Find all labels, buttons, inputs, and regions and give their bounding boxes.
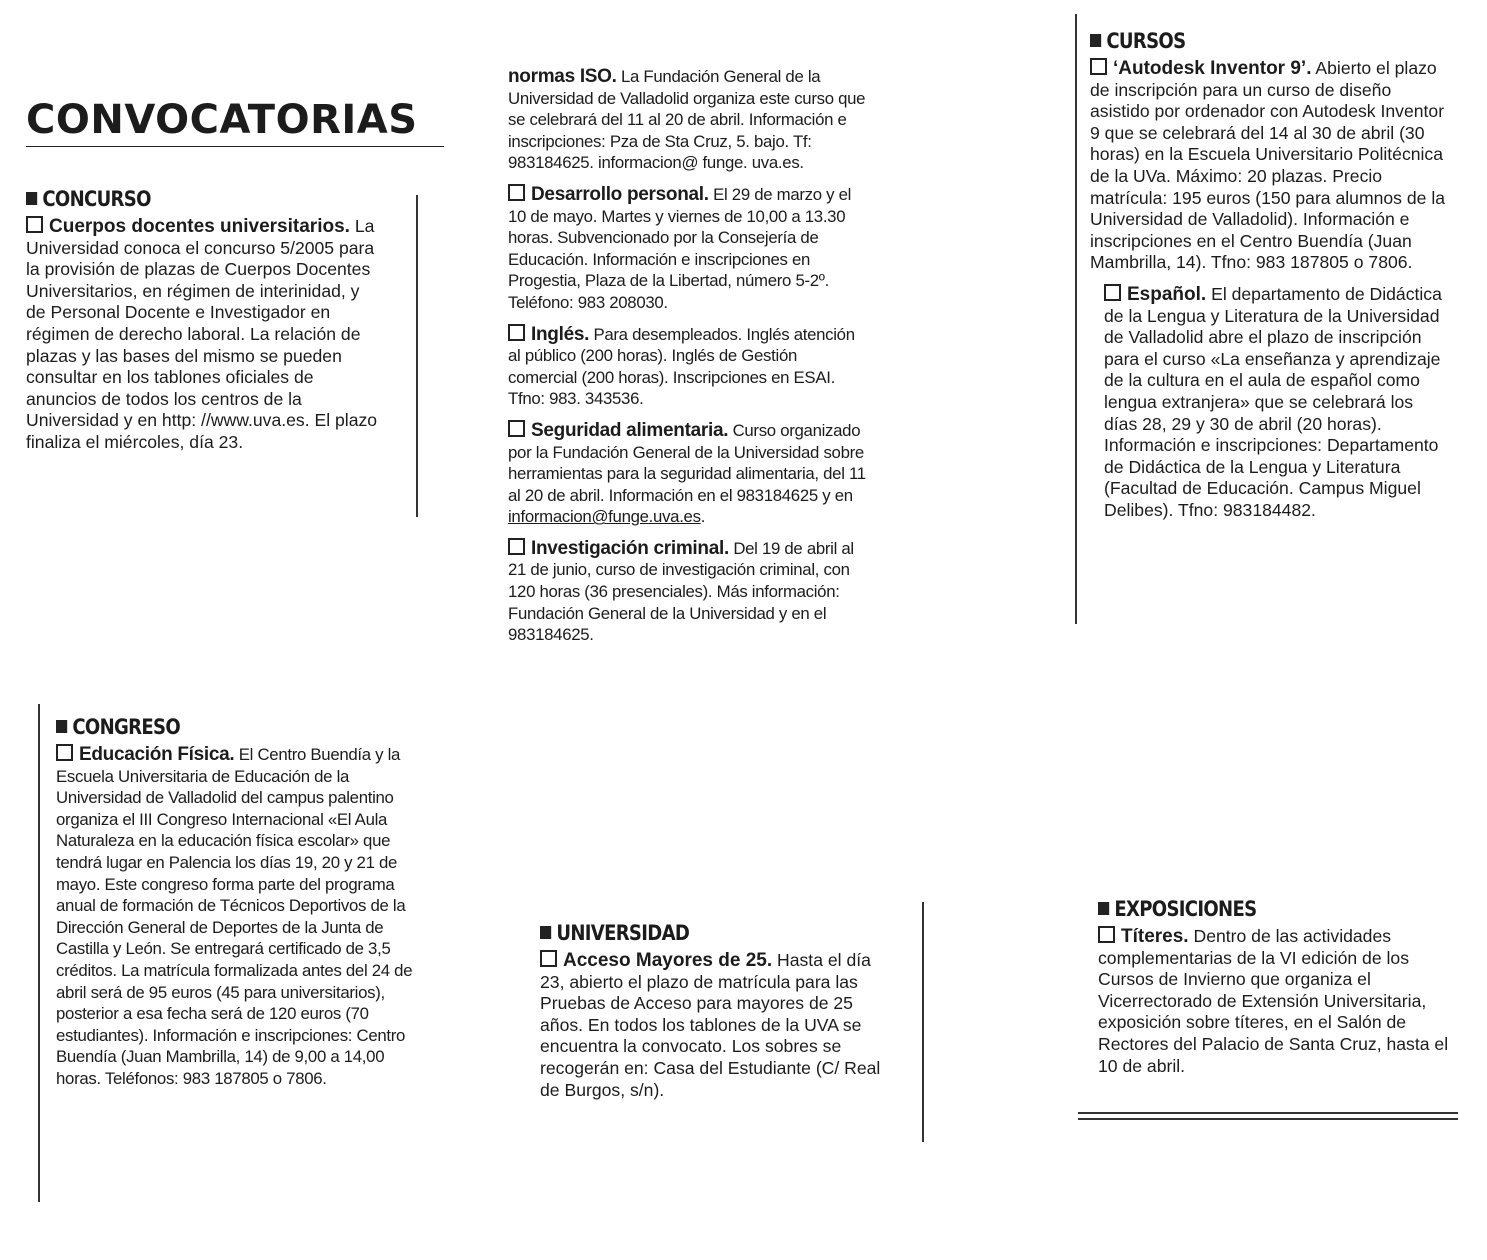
article-educacion-fisica: [56, 744, 420, 1090]
section-heading-cursos: CURSOS: [1090, 28, 1400, 54]
checkbox-square-icon: [540, 950, 557, 967]
article-lead: Acceso Mayores de 25.: [563, 950, 773, 971]
article-desarrollo-personal: [508, 184, 868, 314]
cursos-section: [1090, 28, 1450, 531]
congreso-section: [56, 714, 420, 1100]
article-lead: Inglés.: [531, 323, 590, 345]
article-lead: ‘Autodesk Inventor 9’.: [1113, 58, 1312, 79]
article-lead: Seguridad alimentaria.: [531, 419, 729, 441]
article-text: Del 19 de abril al 21 de junio, curso de investigación criminal, con 120 horas (36 presenciales). Más información: Fundación General de la Universidad y en el 983184625.: [508, 538, 854, 645]
article-seguridad-alimentaria: Seguridad alimentaria. Curso organizado por la Fundación General de la Universidad sobre herramientas para la seguridad alimentaria, del 11 al 20 de abril. Información en el 983184625 y en informacion@funge.uva.es.: [508, 419, 866, 527]
column-divider: [922, 902, 924, 1142]
email-link[interactable]: informacion@funge.uva.es: [508, 507, 701, 527]
article-lead: Cuerpos docentes universitarios.: [49, 216, 350, 237]
article-text: Para desempleados. Inglés atención al público (200 horas). Inglés de Gestión comercial (200 horas). Inscripciones en ESAI. Tfno: 983. 343536.: [508, 324, 855, 409]
article-text: El Centro Buendía y la Escuela Universitaria de Educación de la Universidad de Valladolid del campus palentino organiza el III Congreso Internacional «El Aula Naturaleza en la educación física escolar» que tendrá lugar en Palencia los días 19, 20 y 21 de mayo. Este congreso forma parte del programa anual de formación de Técnicos Deportivos de la Dirección General de Deportes de la Junta de Castilla y León. Se entregará certificado de 3,5 créditos. La matrícula formalizada antes del 24 de abril será de 95 euros (45 para universitarios), posterior a esa fecha será de 120 euros (70 estudiantes). Información e inscripciones: Centro Buendía (Juan Mambrilla, 14) de 9,00 a 14,00 horas. Teléfonos: 983 187805 o 7806.: [56, 745, 413, 1088]
article-investigacion-criminal: [508, 538, 868, 646]
article-espanol: [1090, 284, 1450, 522]
checkbox-square-icon: [508, 420, 525, 437]
closing-rule: [1078, 1112, 1458, 1114]
article-text: Dentro de las actividades complementarias de la VI edición de los Cursos de Invierno que organiza el Vicerrectorado de Extensión Universitaria, exposición sobre títeres, en el Salón de Rectores del Palacio de Santa Cruz, hasta el 10 de abril.: [1098, 926, 1449, 1076]
concurso-section: [26, 186, 378, 464]
column-divider: [1075, 14, 1077, 624]
square-bullet-icon: [56, 720, 67, 733]
checkbox-square-icon: [1098, 926, 1115, 943]
closing-rule: [1078, 1118, 1458, 1120]
article-text: Hasta el día 23, abierto el plazo de matrícula para las Pruebas de Acceso para mayores de 25 años. En todos los tablones de la UVA se encuentra la convocato. Los sobres se recogerán en: Casa del Estudiante (C/ Real de Burgos, s/n).: [540, 950, 881, 1100]
checkbox-square-icon: [26, 216, 43, 233]
article-lead: Español.: [1127, 283, 1207, 305]
exposiciones-section: [1098, 896, 1450, 1087]
article-titeres: [1098, 926, 1450, 1077]
column-divider: [416, 195, 418, 517]
article-text: Abierto el plazo de inscripción para un curso de diseño asistido por ordenador con Autodesk Inventor 9 que se celebrará del 14 al 30 de abril (30 horas) en la Escuela Universitario Politécnica de la UVa. Máximo: 20 plazas. Precio matrícula: 195 euros (150 para alumnos de la Universidad de Valladolid). Información e inscripciones en el Centro Buendía (Juan Mambrilla, 14). Tfno: 983 187805 o 7806.: [1090, 58, 1446, 273]
article-lead: Investigación criminal.: [531, 537, 729, 559]
checkbox-square-icon: [1104, 284, 1121, 301]
page-title: CONVOCATORIAS: [26, 98, 444, 147]
article-text: El departamento de Didáctica de la Lengua y Literatura de la Universidad de Valladolid abre el plazo de inscripción para el curso «La enseñanza y aprendizaje de la cultura en el aula de español como lengua extranjera» que se celebrará los días 28, 29 y 30 de abril (20 horas). Información e inscripciones: Departamento de Didáctica de la Lengua y Literatura (Facultad de Educación. Campus Miguel Delibes). Tfno: 983184482.: [1104, 283, 1442, 520]
article-lead: Títeres.: [1121, 926, 1189, 947]
article-text: La Universidad conoca el concurso 5/2005 para la provisión de plazas de Cuerpos Docentes Universitarios, en régimen de interinidad, y de Personal Docente e Investigador en régimen de derecho laboral. La relación de plazas y las bases del mismo se pueden consultar en los tablones oficiales de anuncios de todos los centros de la Universidad y en http: //www.uva.es. El plazo finaliza el miércoles, día 23.: [26, 216, 378, 452]
universidad-section: [540, 920, 896, 1111]
article-text: El 29 de marzo y el 10 de mayo. Martes y viernes de 10,00 a 13.30 horas. Subvencionado por la Consejería de Educación. Información e inscripciones en Progestia, Plaza de la Libertad, número 5-2º. Teléfono: 983 208030.: [508, 184, 852, 312]
article-acceso-mayores: [540, 950, 896, 1101]
article-ingles: [508, 324, 868, 410]
article-autodesk-inventor: [1090, 58, 1450, 274]
square-bullet-icon: [1090, 34, 1101, 47]
section-heading-exposiciones: EXPOSICIONES: [1098, 896, 1401, 922]
article-lead: Educación Física.: [79, 744, 235, 765]
article-lead: normas ISO.: [508, 66, 617, 87]
section-heading-congreso: CONGRESO: [56, 714, 369, 740]
square-bullet-icon: [26, 192, 37, 205]
checkbox-square-icon: [508, 538, 525, 555]
article-text: Curso organizado por la Fundación General de la Universidad sobre herramientas para la seguridad alimentaria, del 11 al 20 de abril. Información en el 983184625 y en: [508, 420, 866, 505]
square-bullet-icon: [540, 926, 551, 939]
column-divider: [38, 704, 40, 1202]
section-heading-concurso: CONCURSO: [26, 186, 329, 212]
checkbox-square-icon: [56, 744, 73, 761]
checkbox-square-icon: [508, 184, 525, 201]
article-lead: Desarrollo personal.: [531, 183, 709, 205]
square-bullet-icon: [1098, 902, 1109, 915]
checkbox-square-icon: [1090, 58, 1107, 75]
article-cuerpos-docentes: [26, 216, 378, 454]
article-text: La Fundación General de la Universidad de Valladolid organiza este curso que se celebrará del 11 al 20 de abril. Información e inscripciones: Pza de Sta Cruz, 5. bajo. Tf: 983184625. informacion@ funge. uva.es.: [508, 67, 866, 173]
middle-column: [508, 66, 868, 656]
section-heading-universidad: UNIVERSIDAD: [540, 920, 846, 946]
checkbox-square-icon: [508, 324, 525, 341]
article-normas-iso: [508, 66, 868, 174]
